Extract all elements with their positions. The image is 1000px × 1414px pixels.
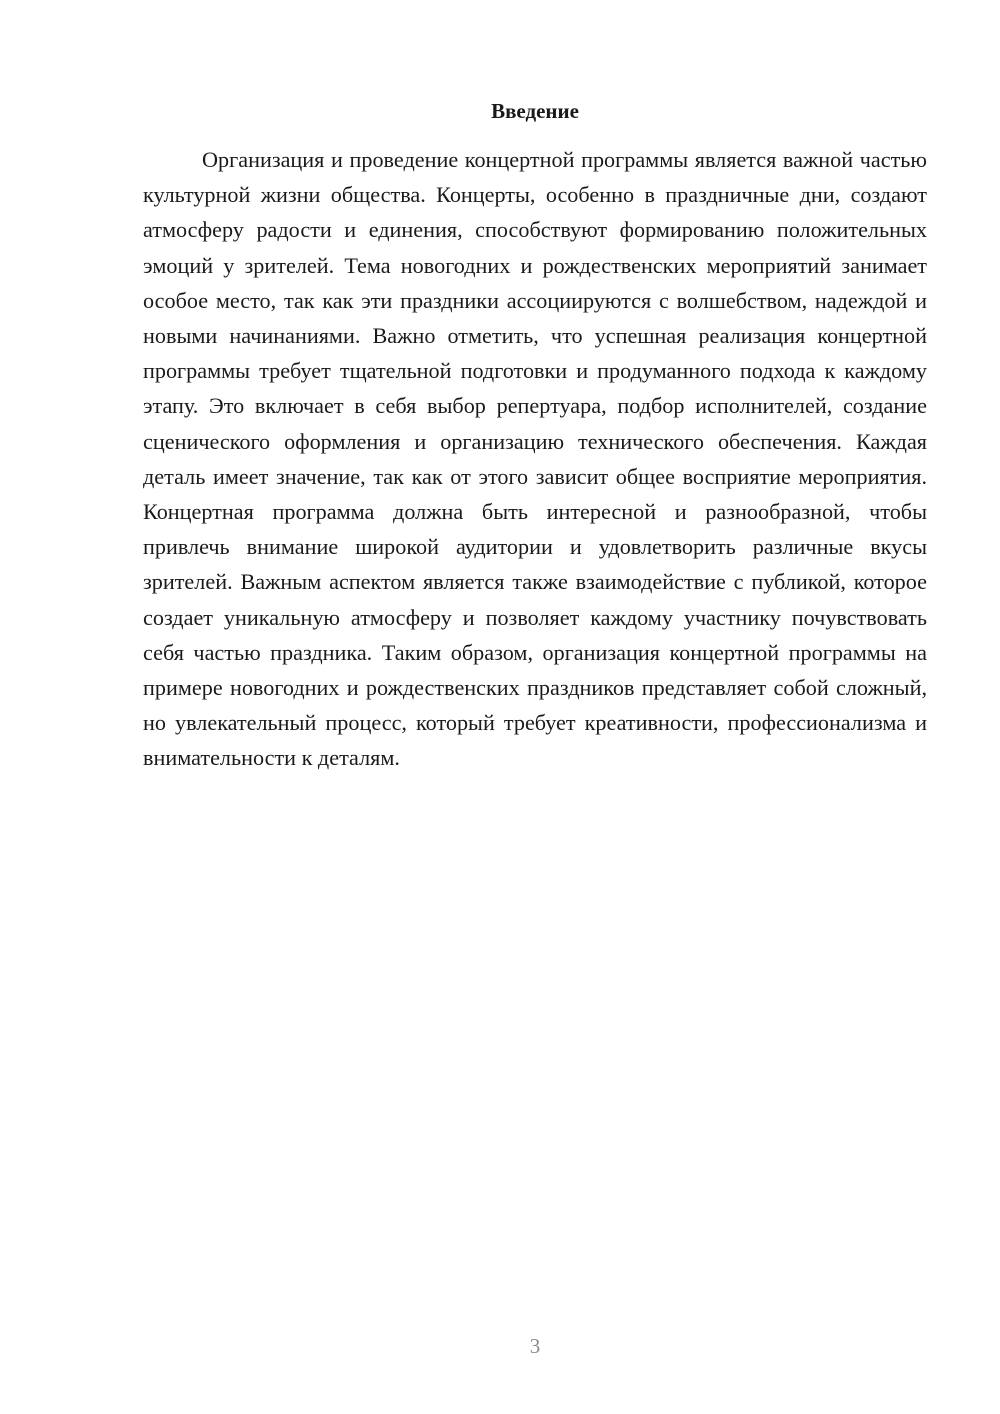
page-number: 3 [529, 1334, 541, 1358]
section-heading: Введение [491, 99, 579, 123]
body-paragraph: Организация и проведение концертной программы является важной частью культурной жизни общества. Концерты, особенно в праздничные дни, создают атмосферу радости и единения, способствуют формированию положительных эмоций у зрителей. Тема новогодних и рождественских мероприятий занимает особое место, так как эти праздники ассоциируются с волшебством, надеждой и новыми начинаниями. Важно отметить, что успешная реализация концертной программы требует тщательной подготовки и продуманного подхода к каждому этапу. Это включает в себя выбор репертуара, подбор исполнителей, создание сценического оформления и организацию технического обеспечения. Каждая деталь имеет значение, так как от этого зависит общее восприятие мероприятия. Концертная программа должна быть интересной и разнообразной, чтобы привлечь внимание широкой аудитории и удовлетворить различные вкусы зрителей. Важным аспектом является также взаимодействие с публикой, которое создает уникальную атмосферу и позволяет каждому участнику почувствовать себя частью праздника. Таким образом, организация концертной программы на примере новогодних и рождественских праздников представляет собой сложный, но увлекательный процесс, который требует креативности, профессионализма и внимательности к деталям. [143, 147, 927, 771]
